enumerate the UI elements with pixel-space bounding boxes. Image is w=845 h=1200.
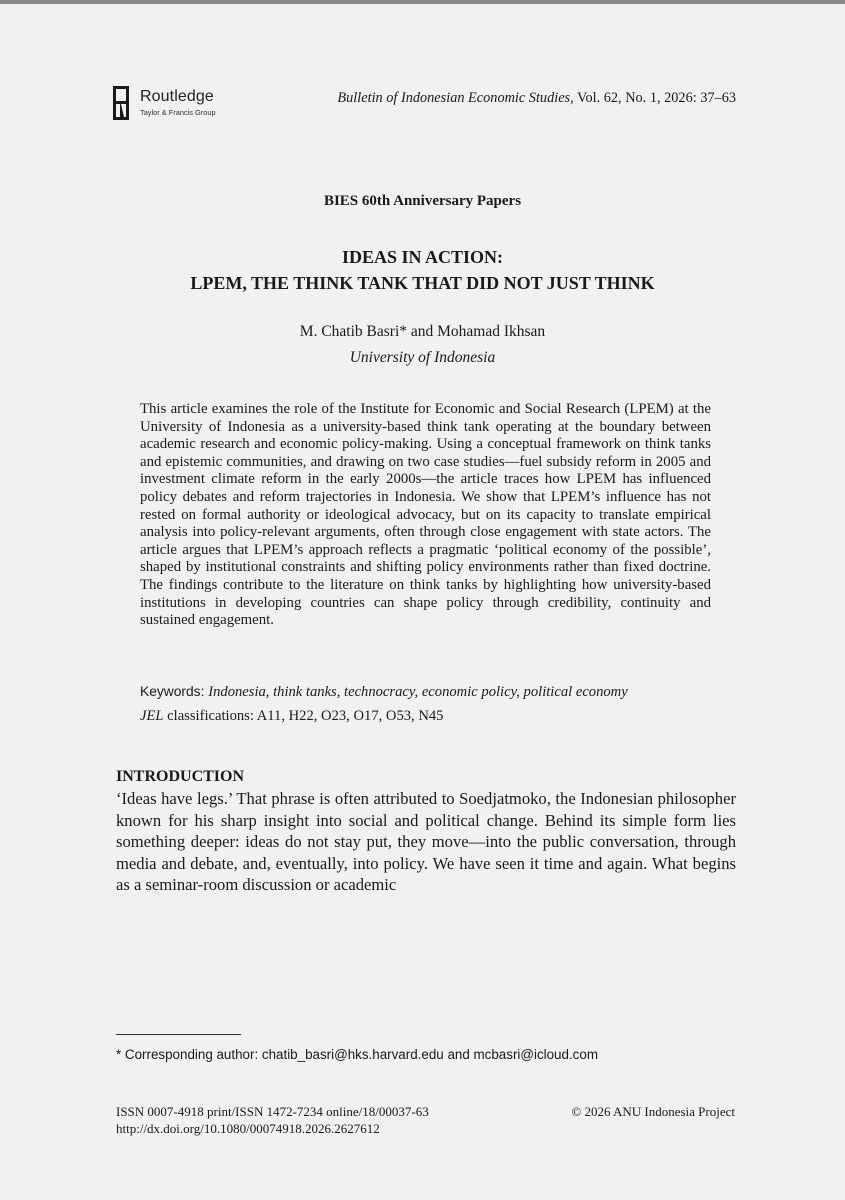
abstract-text: This article examines the role of the Institute for Economic and Social Research (LPEM) at the University of Indonesia as a university-based think tank operating at the boundary between academic research and economic policy-making. Using a conceptual framework on think tanks and epistemic communities, and drawing on two case studies—fuel subsidy reform in 2005 and investment climate reform in the early 2000s—the article traces how LPEM has influenced policy debates and reform trajectories in Indonesia. We show that LPEM’s influence has not rested on formal authority or ideological advocacy, but on its capacity to translate empirical analysis into policy-relevant arguments, often through close engagement with state actors. The article argues that LPEM’s approach reflects a pragmatic ‘political economy of the possible’, shaped by institutional constraints and shifting policy environments rather than fixed doctrine. The findings contribute to the literature on think tanks by highlighting how university-based institutions in developing countries can shape policy through credibility, continuity and sustained engagement.	[140, 401, 711, 629]
footnote: * Corresponding author: chatib_basri@hks.harvard.edu and mcbasri@icloud.com	[116, 1047, 598, 1062]
abstract	[140, 401, 711, 630]
introduction-paragraph: ‘Ideas have legs.’ That phrase is often attributed to Soedjatmoko, the Indonesian philosopher known for his sharp insight into social and political change. Behind its simple form lies something deeper: ideas do not stay put, they move—into the public conversation, through media and debate, and, eventually, into policy. We have seen it time and again. What begins as a seminar-room discussion or academic	[116, 789, 736, 895]
jel-label: JEL	[140, 708, 164, 724]
series-heading: BIES 60th Anniversary Papers	[323, 193, 522, 209]
top-border	[0, 0, 845, 4]
journal-name: Bulletin of Indonesian Economic Studies,	[337, 90, 574, 106]
copyright: © 2026 ANU Indonesia Project	[571, 1104, 735, 1119]
authors: M. Chatib Basri* and Mohamad Ikhsan	[299, 323, 546, 340]
affiliation: University of Indonesia	[349, 349, 496, 366]
publisher-logo	[113, 86, 243, 120]
section-heading: INTRODUCTION	[116, 768, 245, 785]
introduction-body	[116, 788, 736, 896]
issn: ISSN 0007-4918 print/ISSN 1472-7234 online/18/00037-63	[116, 1104, 429, 1119]
doi-link[interactable]: http://dx.doi.org/10.1080/00074918.2026.2627612	[116, 1121, 380, 1136]
keywords	[140, 684, 628, 701]
journal-volume: Vol. 62, No. 1, 2026: 37–63	[573, 90, 736, 106]
routledge-r-icon	[113, 86, 129, 120]
publisher-name: Routledge	[140, 88, 214, 105]
jel-values: classifications: A11, H22, O23, O17, O53, N45	[163, 708, 444, 724]
keywords-values: Indonesia, think tanks, technocracy, economic policy, political economy	[208, 684, 628, 700]
title-line-2: LPEM, THE THINK TANK THAT DID NOT JUST THINK	[190, 273, 655, 293]
title-line-1: IDEAS IN ACTION:	[341, 247, 504, 267]
keywords-label: Keywords:	[140, 684, 209, 699]
footnote-rule	[116, 1034, 241, 1035]
journal-citation	[280, 90, 736, 107]
publisher-group: Taylor & Francis Group	[140, 108, 216, 117]
article-title	[0, 244, 845, 296]
jel-classifications	[140, 708, 443, 725]
